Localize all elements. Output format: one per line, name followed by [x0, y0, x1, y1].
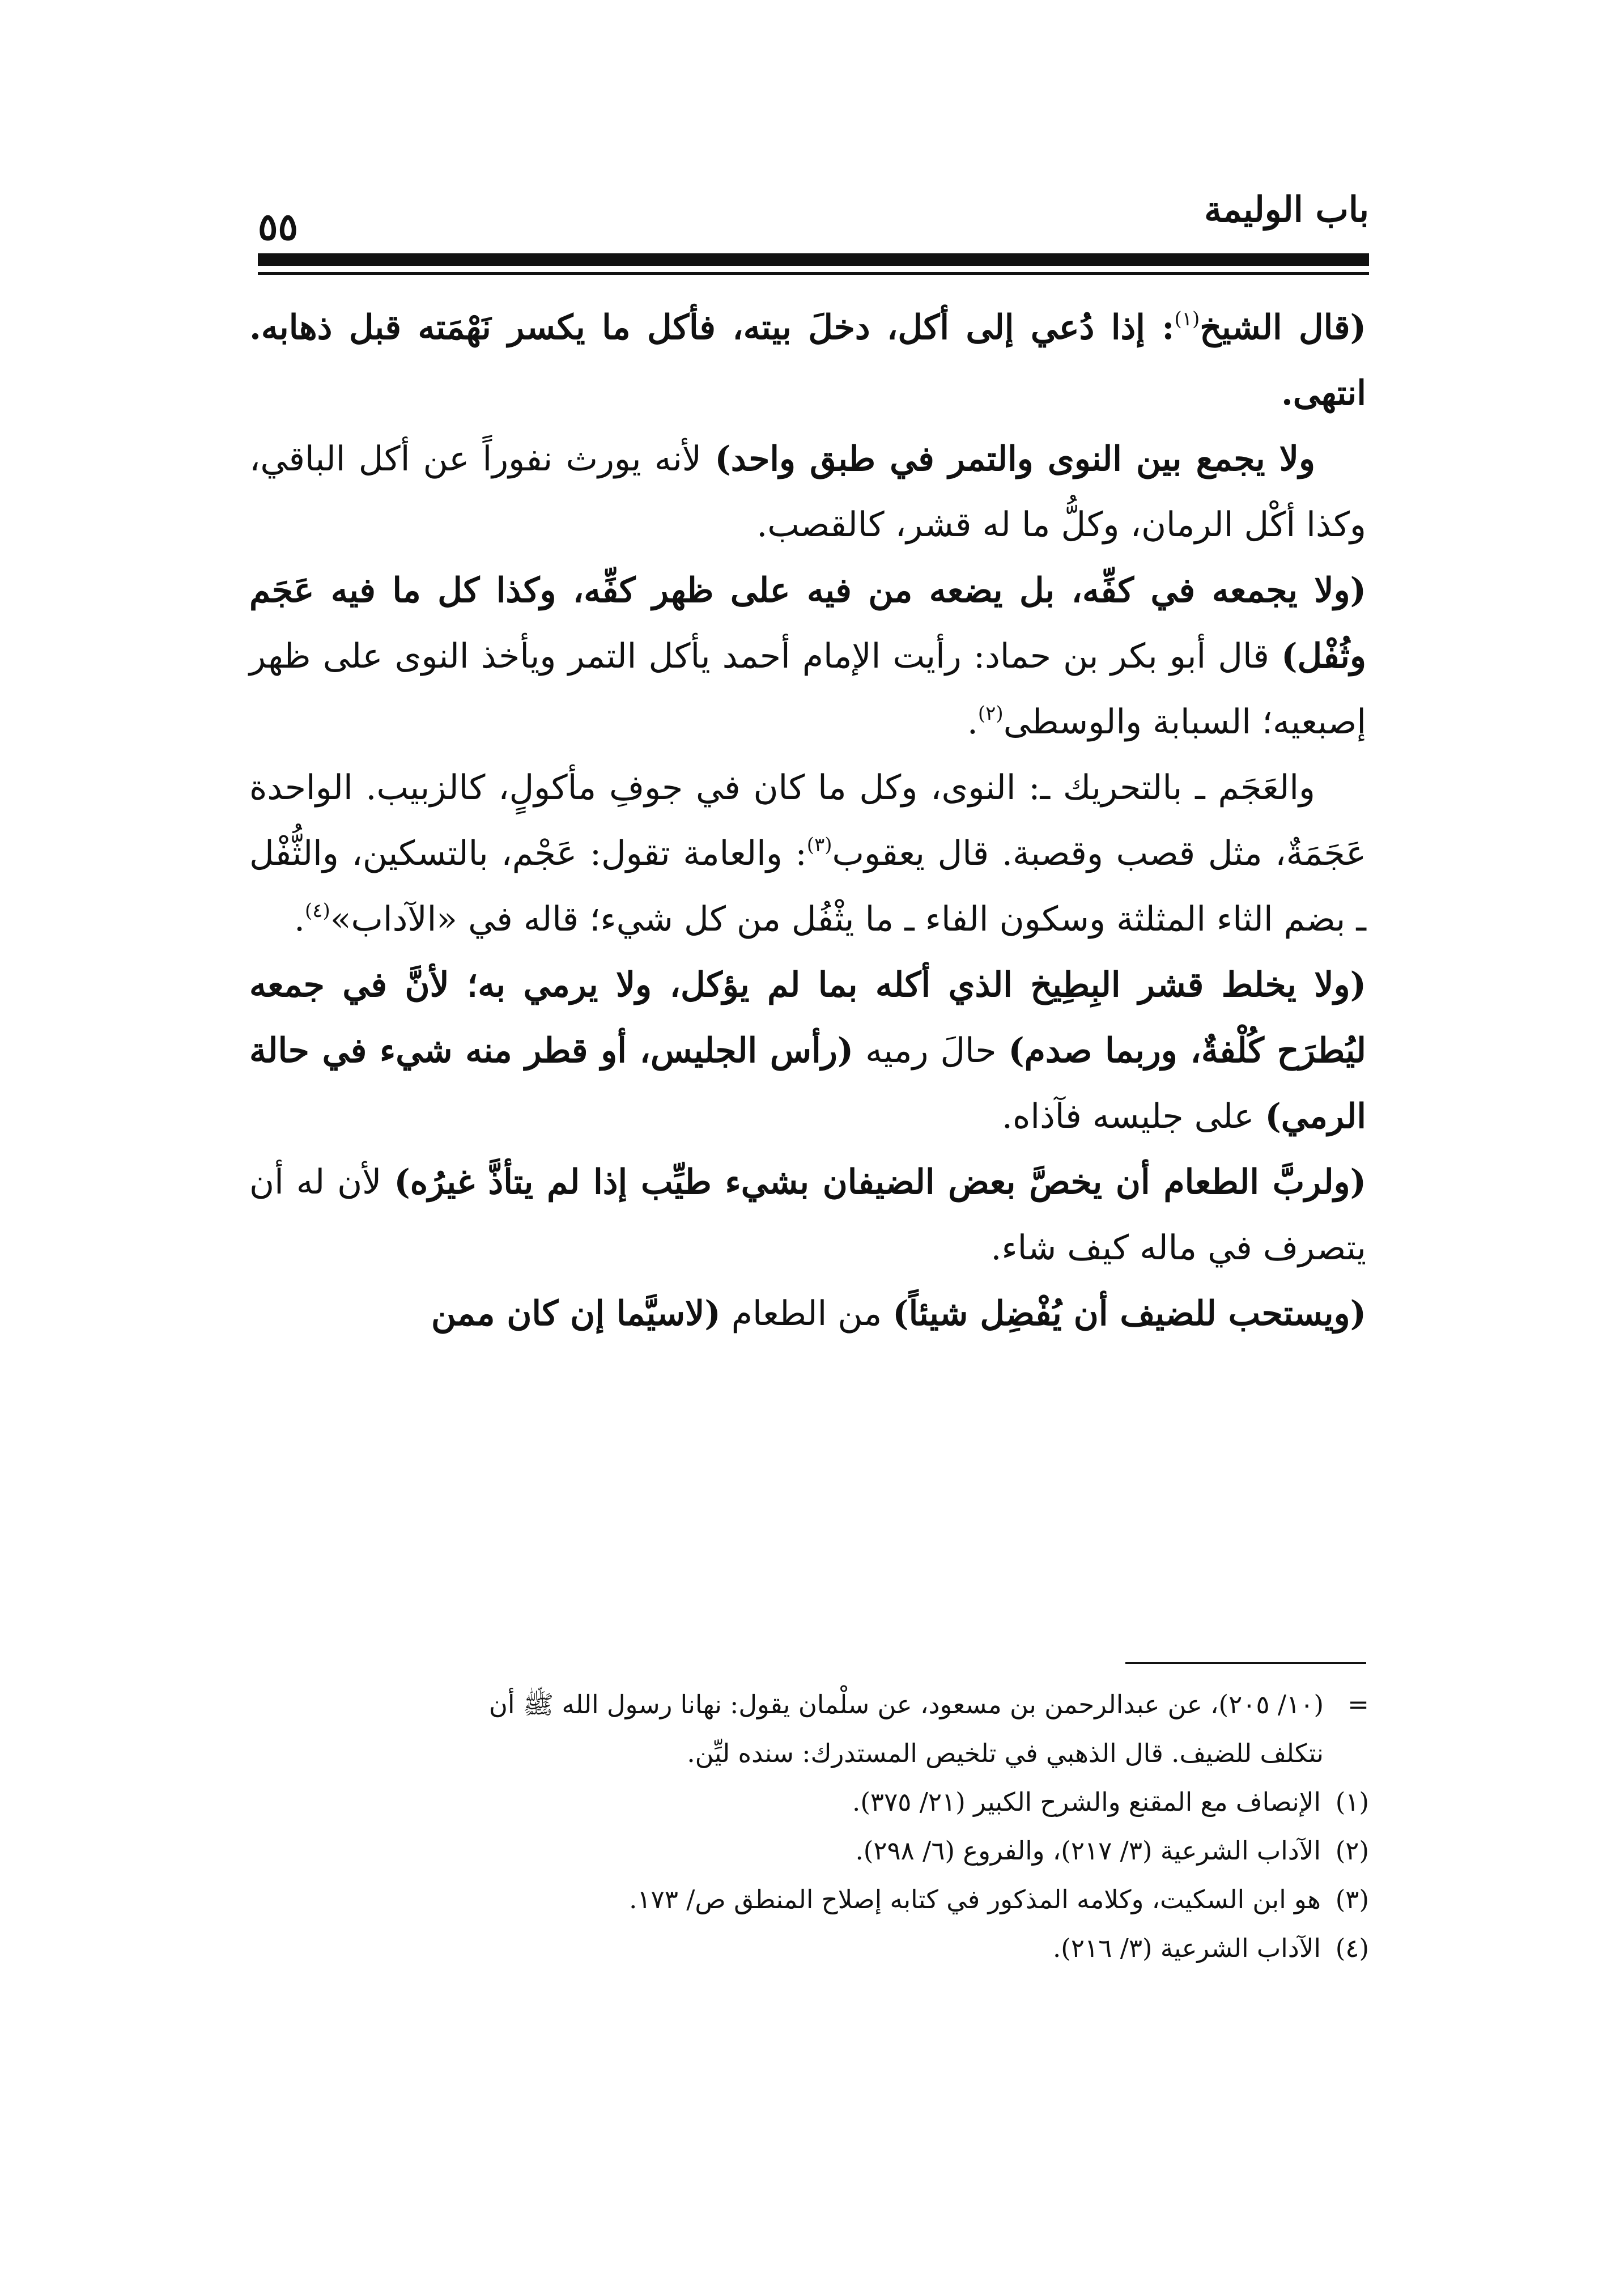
quoted-text: (ويستحب للضيف أن يُفْضِل شيئاً): [892, 1294, 1366, 1334]
header-rule-thick: [258, 253, 1369, 266]
footnote-ref: (٣): [806, 834, 832, 856]
footnote-continued: [249, 1680, 1369, 1778]
footnote-text: [249, 1680, 1324, 1778]
commentary-text: لأنه يورث نفوراً عن أكل الباقي، وكذا أكْل الرمان، وكلُّ ما له قشر، كالقصب.: [249, 439, 1366, 545]
footnote-2: [249, 1827, 1369, 1875]
quoted-text: (ولا يخلط قشر البِطِيخ الذي أكله بما لم يؤكل، ولا يرمي به؛ لأنَّ في جمعه ليُطرَح كُلْفةٌ، وربما صدم): [249, 965, 1367, 1071]
paragraph-3: [249, 558, 1366, 755]
quoted-text: : إذا دُعي إلى أكل، دخلَ بيته، فأكل ما يكسر نَهْمَته قبل ذهابه. انتهى.: [249, 308, 1366, 413]
running-header: [258, 187, 1369, 249]
commentary-text: .: [294, 899, 305, 939]
footnote-text: الآداب الشرعية (٣/ ٢١٧)، والفروع (٦/ ٢٩٨).: [855, 1836, 1321, 1866]
footnote-ref: (٢): [977, 702, 1004, 725]
commentary-text: من الطعام: [720, 1294, 893, 1334]
footnote-number: (٢): [1335, 1836, 1369, 1866]
footnote-3: [249, 1875, 1369, 1924]
commentary-text: على جليسه فآذاه.: [1001, 1097, 1265, 1136]
page-number: ٥٥: [258, 205, 298, 249]
footnote-separator: [1125, 1662, 1366, 1664]
paragraph-5: [249, 952, 1366, 1149]
commentary-text: قال أبو بكر بن حماد: رأيت الإمام أحمد يأكل التمر ويأخذ النوى على ظهر إصبعيه؛ السبابة والوسطى: [249, 636, 1366, 742]
quoted-text: (لاسيَّما إن كان ممن: [431, 1294, 721, 1334]
main-text: [249, 295, 1366, 1347]
paragraph-2: [249, 426, 1366, 558]
paragraph-6: [249, 1149, 1366, 1281]
footnote-ref: (١): [1174, 308, 1200, 330]
footnote-4: [249, 1924, 1369, 1973]
footnote-number: (٤): [1335, 1933, 1369, 1963]
header-rule-thin: [258, 272, 1369, 275]
quoted-text: (رأس الجليس، أو قطر منه شيء في حالة الرمي): [249, 1031, 1366, 1136]
commentary-text: لأن له أن يتصرف في ماله كيف شاء.: [249, 1162, 1366, 1268]
quoted-text: (ولا يجمعه في كفِّه، بل يضعه من فيه على ظهر كفِّه، وكذا كل ما فيه عَجَم وثُفْل): [249, 571, 1366, 676]
commentary-text: .: [967, 702, 978, 742]
paragraph-7: [249, 1281, 1366, 1347]
commentary-text: : والعامة تقول: عَجْم، بالتسكين، والثُّفْل ـ بضم الثاء المثلثة وسكون الفاء ـ ما يثْفُل من كل شيء؛ قاله في «الآداب»: [249, 834, 1366, 939]
paragraph-4: [249, 755, 1366, 952]
footnotes: [249, 1680, 1369, 1973]
running-title: باب الوليمة: [1204, 189, 1369, 230]
footnote-number: (١): [1335, 1787, 1369, 1817]
footnote-text: هو ابن السكيت، وكلامه المذكور في كتابه إصلاح المنطق ص/ ١٧٣.: [629, 1884, 1321, 1914]
footnote-line: (١٠/ ٢٠٥)، عن عبدالرحمن بن مسعود، عن سلْمان يقول: نهانا رسول الله ﷺ أن: [488, 1689, 1324, 1719]
footnote-line: نتكلف للضيف. قال الذهبي في تلخيص المستدرك: سنده ليِّن.: [687, 1738, 1324, 1768]
quoted-text: (ولربَّ الطعام أن يخصَّ بعض الضيفان بشيء طيِّب إذا لم يتأذَّ غيرُه): [394, 1162, 1366, 1202]
footnote-ref: (٤): [305, 899, 330, 922]
footnote-text: الآداب الشرعية (٣/ ٢١٦).: [1052, 1933, 1321, 1963]
footnote-number: (٣): [1335, 1884, 1369, 1914]
footnote-continuation-mark: =: [1347, 1689, 1369, 1719]
commentary-text: حالَ رميه: [853, 1031, 1009, 1071]
commentary-text: والعَجَم ـ بالتحريك ـ: النوى، وكل ما كان في جوفِ مأكولٍ، كالزبيب. الواحدة عَجَمَةٌ، مثل قصب وقصبة. قال يعقوب: [249, 768, 1367, 873]
footnote-text: الإنصاف مع المقنع والشرح الكبير (٢١/ ٣٧٥).: [852, 1787, 1321, 1817]
paragraph-1: [249, 295, 1366, 426]
quoted-text: (قال الشيخ: [1200, 308, 1366, 347]
footnote-1: [249, 1778, 1369, 1827]
quoted-text: ولا يجمع بين النوى والتمر في طبق واحد): [715, 439, 1315, 479]
